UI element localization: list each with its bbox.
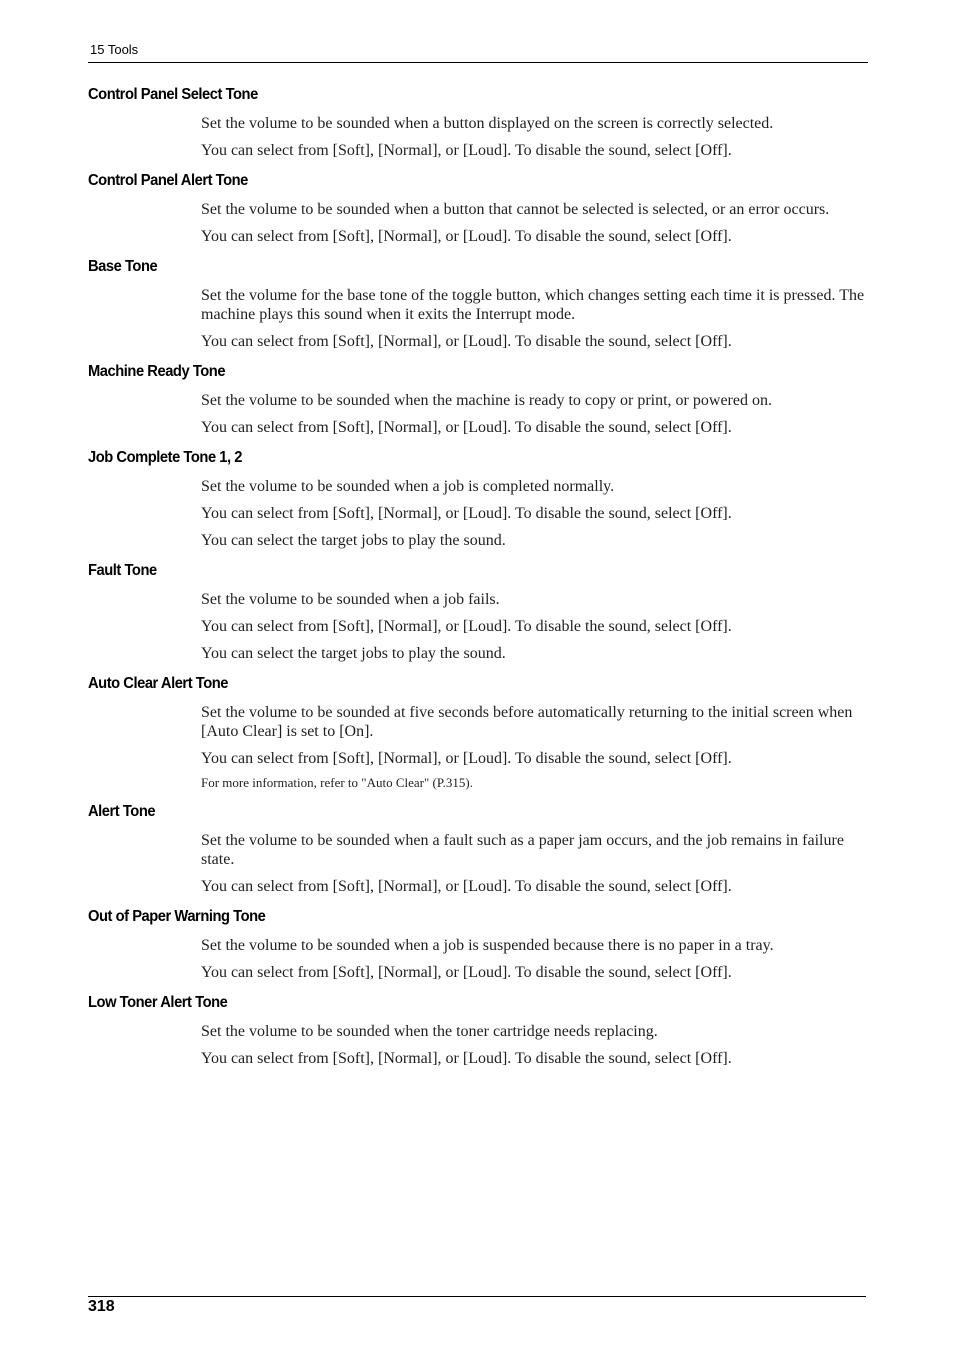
paragraph: You can select from [Soft], [Normal], or [Loud]. To disable the sound, select [Off].	[201, 333, 732, 350]
section-title: Alert Tone	[88, 803, 156, 820]
paragraph: You can select from [Soft], [Normal], or [Loud]. To disable the sound, select [Off].	[201, 505, 732, 522]
section-low-toner-alert-tone	[88, 993, 868, 1068]
section-title: Fault Tone	[88, 562, 157, 579]
section-title: Machine Ready Tone	[88, 363, 226, 380]
paragraph: You can select from [Soft], [Normal], or [Loud]. To disable the sound, select [Off].	[201, 1050, 732, 1067]
section-fault-tone	[88, 561, 868, 663]
section-title: Control Panel Select Tone	[88, 86, 258, 103]
section-title: Low Toner Alert Tone	[88, 994, 228, 1011]
cross-reference-note: For more information, refer to "Auto Clear" (P.315).	[201, 775, 473, 790]
paragraph: You can select from [Soft], [Normal], or [Loud]. To disable the sound, select [Off].	[201, 618, 732, 635]
paragraph: Set the volume to be sounded when a fault such as a paper jam occurs, and the job remains in failure state.	[201, 832, 844, 868]
footer-divider	[88, 1296, 866, 1297]
chapter-label: 15 Tools	[90, 42, 139, 57]
section-machine-ready-tone	[88, 362, 868, 437]
paragraph: Set the volume to be sounded when a button displayed on the screen is correctly selected.	[201, 115, 774, 132]
paragraph: You can select from [Soft], [Normal], or [Loud]. To disable the sound, select [Off].	[201, 142, 732, 159]
section-control-panel-select-tone	[88, 85, 868, 160]
section-out-of-paper-warning-tone	[88, 907, 868, 982]
paragraph: Set the volume to be sounded when a job is completed normally.	[201, 478, 615, 495]
paragraph: You can select from [Soft], [Normal], or [Loud]. To disable the sound, select [Off].	[201, 228, 732, 245]
section-auto-clear-alert-tone	[88, 674, 868, 791]
section-job-complete-tone	[88, 448, 868, 550]
paragraph: You can select the target jobs to play the sound.	[201, 645, 506, 662]
paragraph: You can select from [Soft], [Normal], or [Loud]. To disable the sound, select [Off].	[201, 964, 732, 981]
section-title: Auto Clear Alert Tone	[88, 675, 229, 692]
paragraph: Set the volume for the base tone of the toggle button, which changes setting each time it is pressed. The machine plays this sound when it exits the Interrupt mode.	[201, 287, 865, 323]
section-alert-tone	[88, 802, 868, 896]
paragraph: You can select from [Soft], [Normal], or [Loud]. To disable the sound, select [Off].	[201, 419, 732, 436]
section-base-tone	[88, 257, 868, 351]
paragraph: Set the volume to be sounded when a button that cannot be selected is selected, or an error occurs.	[201, 201, 830, 218]
section-title: Job Complete Tone 1, 2	[88, 449, 243, 466]
page-content	[88, 85, 868, 1079]
paragraph: Set the volume to be sounded when a job is suspended because there is no paper in a tray.	[201, 937, 774, 954]
section-title: Base Tone	[88, 258, 158, 275]
section-control-panel-alert-tone	[88, 171, 868, 246]
paragraph: You can select the target jobs to play the sound.	[201, 532, 506, 549]
page-number: 318	[88, 1298, 115, 1315]
paragraph: Set the volume to be sounded when the machine is ready to copy or print, or powered on.	[201, 392, 772, 409]
section-title: Out of Paper Warning Tone	[88, 908, 266, 925]
paragraph: Set the volume to be sounded when the toner cartridge needs replacing.	[201, 1023, 658, 1040]
section-title: Control Panel Alert Tone	[88, 172, 248, 189]
paragraph: Set the volume to be sounded at five seconds before automatically returning to the initial screen when [Auto Clear] is set to [On].	[201, 704, 853, 740]
paragraph: You can select from [Soft], [Normal], or [Loud]. To disable the sound, select [Off].	[201, 878, 732, 895]
paragraph: You can select from [Soft], [Normal], or [Loud]. To disable the sound, select [Off].	[201, 750, 732, 767]
running-header	[88, 40, 868, 63]
paragraph: Set the volume to be sounded when a job fails.	[201, 591, 500, 608]
